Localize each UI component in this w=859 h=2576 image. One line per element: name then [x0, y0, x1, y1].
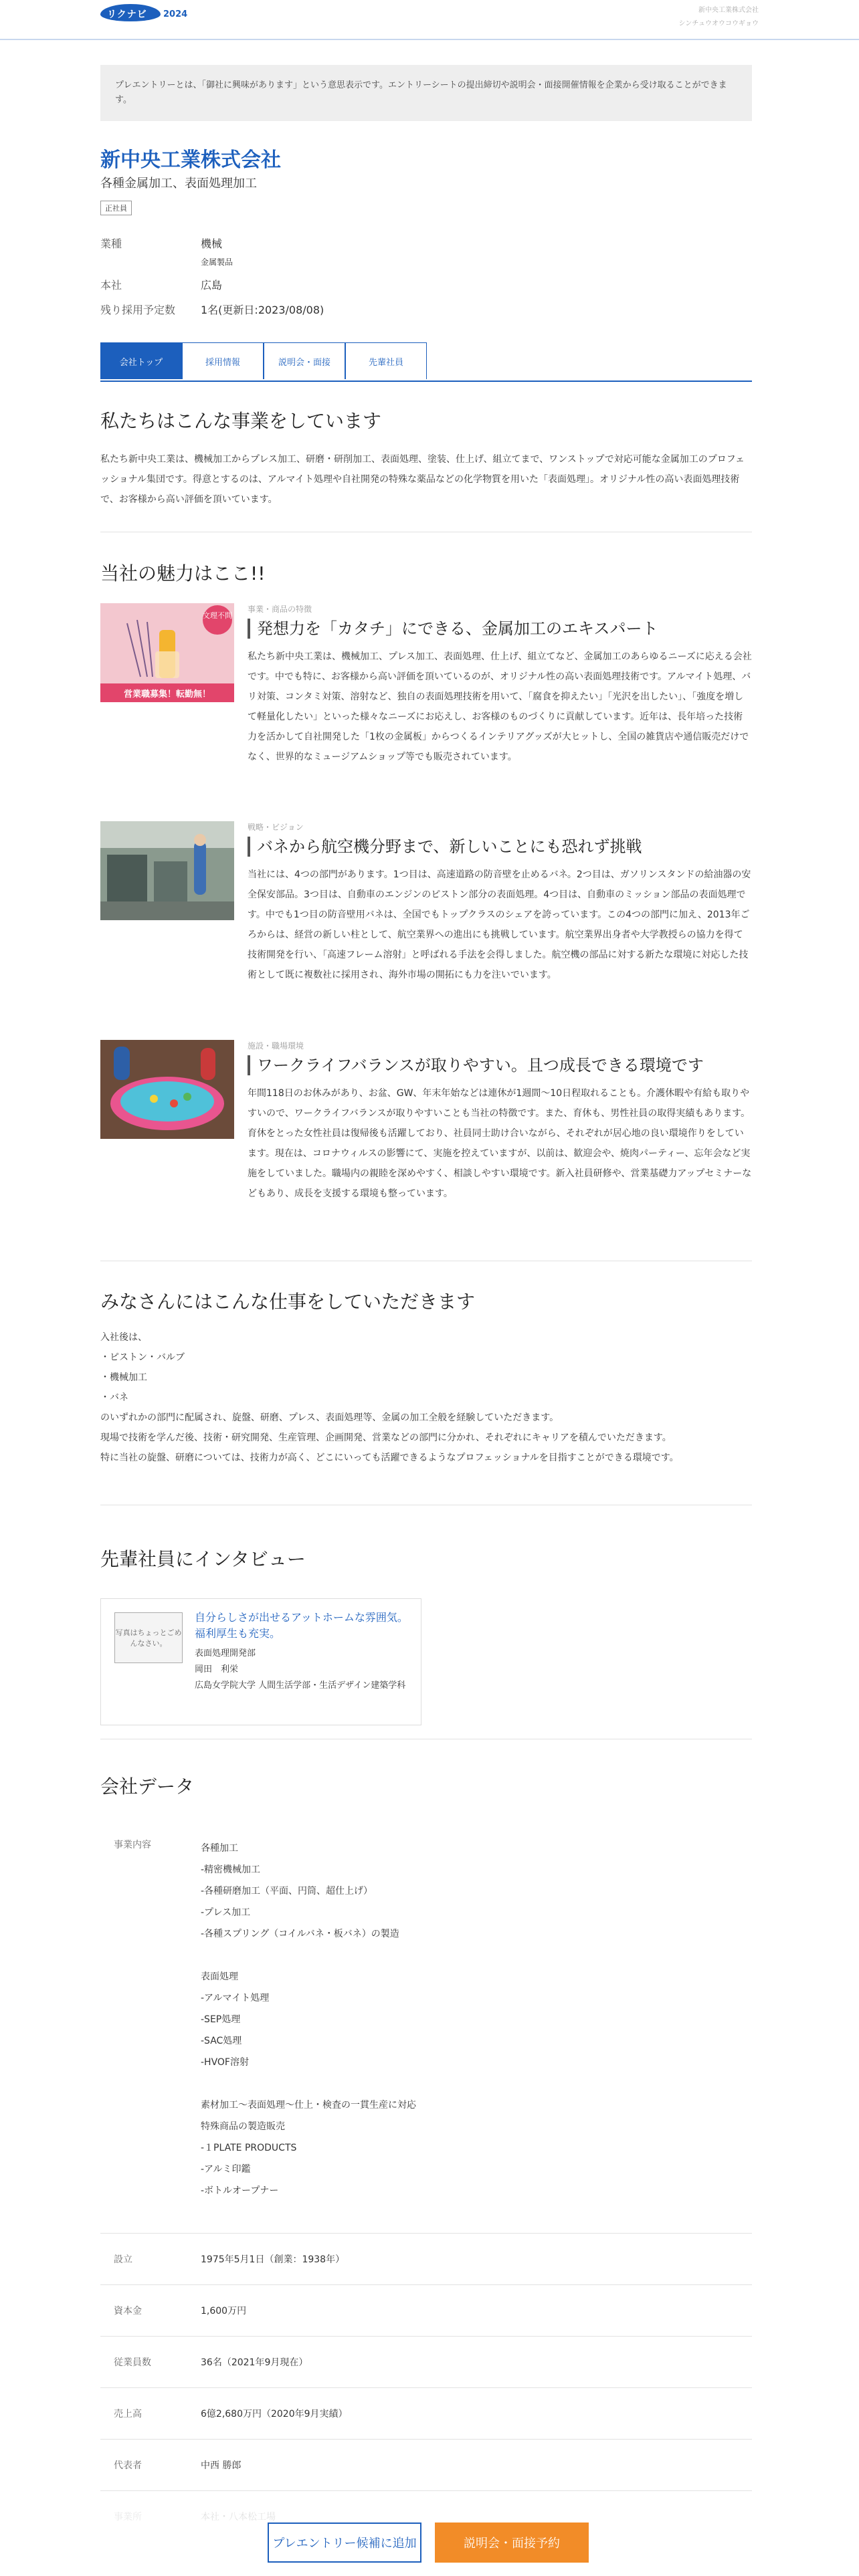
info-label: 業種 — [100, 237, 122, 250]
work-line: のいずれかの部門に配属され、旋盤、研磨、プレス、表面処理等、金属の加工全般を経験していただきます。 — [100, 1412, 559, 1423]
data-label: 事業内容 — [114, 1840, 151, 1850]
tab-senior-staff[interactable]: 先輩社員 — [345, 342, 427, 379]
site-header — [0, 0, 859, 40]
data-row-founded — [100, 2234, 752, 2285]
work-line: ・ピストン・バルブ — [100, 1352, 185, 1363]
feature-photo-3 — [100, 1040, 234, 1139]
tab-company-top[interactable]: 会社トップ — [100, 342, 182, 379]
feature-text: 当社には、4つの部門があります。1つ目は、高速道路の防音壁を止めるバネ。2つ目は、ガソリンスタンドの給油器の安全保安部品。3つ目は、自動車のエンジンのピストン部分の表面処理。4つ目は、自動車のミッション部品の表面処理です。中でも1つ目の防音壁用バネは、全国でもトップクラスのシェアを誇っています。この4つの部門に加え、2013年ごろからは、経営の新しい柱として、航空業界への進出にも挑戦しています。航空業界出身者や大学教授らの協力を得て技術開発を行い、「高速フレーム溶射」と呼ばれる手法を会得しました。航空機の部品に対する新たな環境に対応した技術として既に複数社に採用され、海外市場の開拓にも力を注いでいます。 — [248, 869, 751, 980]
data-value: 36名（2021年9月現在） — [201, 2357, 308, 2368]
data-value: 中西 勝郎 — [201, 2460, 242, 2471]
data-row-sales — [100, 2388, 752, 2440]
company-tabs — [100, 342, 752, 382]
interview-card[interactable] — [100, 1598, 421, 1725]
header-company-info — [679, 4, 759, 31]
info-label: 残り採用予定数 — [100, 304, 176, 316]
info-sub: 金属製品 — [201, 257, 233, 267]
data-value: 1975年5月1日（創業：1938年） — [201, 2254, 345, 2265]
interview-title: 先輩社員にインタビュー — [100, 1548, 306, 1570]
company-name: 新中央工業株式会社 — [100, 148, 281, 172]
work-line: 現場で技術を学んだ後、技術・研究開発、生産管理、企画開発、営業などの部門に分かれ、それぞれにキャリアを積んでいただきます。 — [100, 1432, 672, 1443]
feature-text: 私たち新中央工業は、機械加工、プレス加工、表面処理、仕上げ、組立てなど、金属加工のあらゆるニーズに応える会社です。中でも特に、お客様から高い評価を頂いているのが、オリジナル性の高い表面処理技術です。アルマイト処理、バリ対策、コンタミ対策、溶射など、独自の表面処理技術を用いて、「腐食を抑えたい」「光沢を出したい」、「強度を増して軽量化したい」といった様々なニーズにお応えし、お客様のものづくりに貢献しています。近年は、長年培った技術力を活かして自社開発した「1枚の金属板」からつくるインテリアグッズが大ヒットし、全国の雑貨店や通信販売だけでなく、世界的なミュージアムショップ等でも販売されています。 — [248, 651, 752, 762]
info-row-industry — [100, 235, 752, 267]
info-row-hq — [100, 277, 752, 292]
work-line: ・機械加工 — [100, 1372, 147, 1383]
feature-body — [248, 603, 752, 767]
sticky-action-bar — [0, 2509, 859, 2576]
interview-headline[interactable]: 自分らしさが出せるアットホームな雰囲気。福利厚生も充実。 — [195, 1611, 408, 1640]
charm-title: 当社の魅力はここ!! — [100, 562, 266, 584]
feature-body — [248, 1040, 752, 1204]
header-company-kana: シンチュウオウコウギョウ — [678, 20, 759, 27]
data-label: 資本金 — [114, 2306, 142, 2317]
tab-recruitment[interactable]: 採用情報 — [182, 342, 264, 379]
feature-2 — [100, 821, 752, 1022]
data-row-business — [100, 1819, 752, 2234]
info-label: 本社 — [100, 279, 122, 292]
info-value: 1名(更新日:2023/08/08) — [201, 304, 324, 316]
info-value: 広島 — [201, 279, 223, 292]
work-line: 入社後は、 — [100, 1332, 147, 1343]
header-company-name: 新中央工業株式会社 — [698, 7, 759, 14]
work-line: ・バネ — [100, 1392, 128, 1403]
feature-text: 年間118日のお休みがあり、お盆、GW、年末年始などは連休が1週間〜10日程取れることも。介護休暇や有給も取りやすいので、ワークライフバランスが取りやすいことも当社の特徴です。また、育休も、男性社員の取得実績もあります。育休をとった女性社員は復帰後も活躍しており、社員同士助け合いながら、それぞれが居心地の良い環境作りをしています。現在は、コロナウィルスの影響にて、実施を控えていますが、以前は、歓迎会や、焼肉パーティー、忘年会など実施をしていました。職場内の親睦を深めやすく、相談しやすい環境です。新入社員研修や、営業基礎力アップセミナーなどもあり、成長を支援する環境も整っています。 — [248, 1088, 752, 1199]
work-line: 特に当社の旋盤、研磨については、技術力が高く、どこにいっても活躍できるようなプロフェッショナルを目指すことができる環境です。 — [100, 1453, 679, 1463]
interview-body — [195, 1610, 409, 1694]
feature-body — [248, 821, 752, 985]
rikunabi-logo[interactable] — [100, 4, 207, 21]
business-title: 私たちはこんな事業をしています — [100, 410, 382, 432]
feature-title: 発想力を「カタチ」にできる、金属加工のエキスパート — [248, 619, 752, 639]
feature-title: ワークライフバランスが取りやすい。且つ成長できる環境です — [248, 1055, 752, 1075]
work-title: みなさんにはこんな仕事をしていただきます — [100, 1291, 476, 1313]
company-info — [100, 235, 752, 326]
logo-text: リクナビ — [107, 9, 147, 20]
feature-photo-1 — [100, 603, 234, 702]
data-label: 設立 — [114, 2254, 132, 2265]
company-subtitle: 各種金属加工、表面処理加工 — [100, 177, 257, 191]
company-data-title: 会社データ — [100, 1776, 195, 1798]
photo-badge-text: 文理不問 — [203, 611, 232, 620]
preentry-notice — [100, 65, 752, 121]
info-row-remaining — [100, 302, 752, 317]
feature-3 — [100, 1040, 752, 1241]
feature-photo-2 — [100, 821, 234, 920]
tab-seminar[interactable]: 説明会・面接 — [264, 342, 345, 379]
feature-1 — [100, 603, 752, 804]
data-row-ceo — [100, 2440, 752, 2491]
employment-type-badge: 正社員 — [100, 201, 132, 215]
feature-category: 施設・職場環境 — [248, 1041, 304, 1051]
feature-title: バネから航空機分野まで、新しいことにも恐れず挑戦 — [248, 837, 752, 857]
interview-school: 広島女学院大学 人間生活学部・生活デザイン建築学科 — [195, 1681, 406, 1691]
add-preentry-button[interactable]: プレエントリー候補に追加 — [268, 2523, 421, 2563]
data-row-employees — [100, 2337, 752, 2388]
notice-text: プレエントリーとは、「御社に興味があります」という意思表示です。エントリーシートの提出締切や説明会・面接開催情報を企業から受け取ることができます。 — [115, 80, 727, 105]
company-data-table — [100, 1819, 752, 2542]
info-value: 機械 金属製品 — [201, 237, 233, 267]
interview-name: 岡田 利栄 — [195, 1665, 239, 1675]
data-row-capital — [100, 2285, 752, 2337]
feature-category: 戦略・ビジョン — [248, 823, 304, 832]
interview-dept: 表面処理開発部 — [195, 1648, 256, 1658]
data-value: 各種加工 -精密機械加工 -各種研磨加工（平面、円筒、超仕上げ） -プレス加工 -各種スプリング（コイルバネ・板バネ）の製造 表面処理 -アルマイト処理 -SEP処理 -SAC処理 -HVOF溶射 素材加工〜表面処理〜仕上・検査の一貫生産に対応 特殊商品の製造販売 -１PLATE PRODUCTS -アルミ印鑑 -ボトルオープナー — [201, 1843, 416, 2196]
data-value: 6億2,680万円（2020年9月実績） — [201, 2409, 348, 2420]
data-value: 1,600万円 — [201, 2306, 247, 2317]
data-label: 売上高 — [114, 2409, 142, 2420]
interview-photo-placeholder: 写真はちょっとごめんなさい。 — [114, 1612, 183, 1663]
business-text: 私たち新中央工業は、機械加工からプレス加工、研磨・研削加工、表面処理、塗装、仕上げ、組立てまで、ワンストップで対応可能な金属加工のプロフェッショナル集団です。得意とするのは、アルマイト処理や自社開発の特殊な薬品などの化学物質を用いた「表面処理」。オリジナル性の高い表面処理技術で、お客様から高い評価を頂いています。 — [100, 454, 745, 505]
feature-category: 事業・商品の特徴 — [248, 605, 312, 614]
logo-year: 2024 — [163, 9, 188, 19]
data-label: 代表者 — [114, 2460, 142, 2471]
seminar-reserve-button[interactable]: 説明会・面接予約 — [435, 2523, 589, 2563]
photo-caption-text: 営業職募集！転勤無！ — [123, 689, 211, 700]
interview-meta — [195, 1646, 409, 1694]
data-label: 従業員数 — [114, 2357, 151, 2368]
work-text — [100, 1327, 752, 1468]
